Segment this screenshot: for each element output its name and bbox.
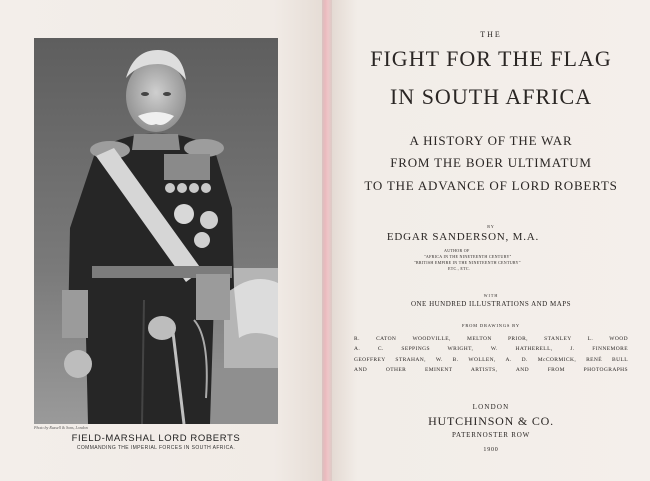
with-label: WITH — [483, 293, 499, 298]
author-credentials — [414, 248, 594, 272]
publisher-name: HUTCHINSON & CO. — [428, 414, 554, 428]
artists-line: A. C. SEPPINGS WRIGHT, W. HATHERELL, J. FINNEMORE — [354, 346, 628, 353]
subtitle-line-3: TO THE ADVANCE OF LORD ROBERTS — [364, 178, 618, 193]
title-line-1: FIGHT FOR THE FLAG — [370, 46, 612, 71]
artists-line: AND OTHER EMINENT ARTISTS, AND FROM PHOTOGRAPHS — [354, 366, 628, 373]
author-note-line: "AFRICA IN THE NINETEENTH CENTURY" — [424, 254, 512, 259]
portrait-illustration — [34, 38, 278, 424]
from-drawings-label: FROM DRAWINGS BY — [462, 323, 520, 328]
author-note-line: ETC., ETC. — [448, 266, 471, 271]
author-note-line: "BRITISH EMPIRE IN THE NINETEENTH CENTURY" — [414, 260, 521, 265]
publisher-street: PATERNOSTER ROW — [451, 431, 531, 439]
subtitle-line-2: FROM THE BOER ULTIMATUM — [390, 155, 592, 170]
illustrations-line: ONE HUNDRED ILLUSTRATIONS AND MAPS — [410, 300, 572, 308]
publication-year: 1900 — [483, 447, 499, 453]
artists-line: GEOFFREY STRAHAN, W. B. WOLLEN, A. D. McCORMICK, RENÉ BULL — [354, 356, 628, 363]
title-article: THE — [480, 30, 502, 39]
portrait-caption-title: FIELD-MARSHAL LORD ROBERTS — [71, 433, 241, 444]
subtitle-line-1: A HISTORY OF THE WAR — [409, 133, 573, 148]
publisher-location: LONDON — [472, 403, 510, 411]
artists-line: R. CATON WOODVILLE, MELTON PRIOR, STANLEY L. WOOD — [354, 336, 628, 342]
by-label: BY — [487, 224, 495, 229]
author-name: EDGAR SANDERSON, M.A. — [386, 231, 540, 243]
artists-list — [354, 334, 628, 375]
author-note-line: AUTHOR OF — [444, 248, 470, 253]
title-line-2: IN SOUTH AFRICA — [389, 84, 593, 109]
photo-credit: Photo by Russell & Sons, London — [34, 425, 88, 430]
portrait-caption-subtitle: COMMANDING THE IMPERIAL FORCES IN SOUTH AFRICA. — [76, 445, 236, 451]
frontispiece-portrait — [34, 38, 278, 424]
